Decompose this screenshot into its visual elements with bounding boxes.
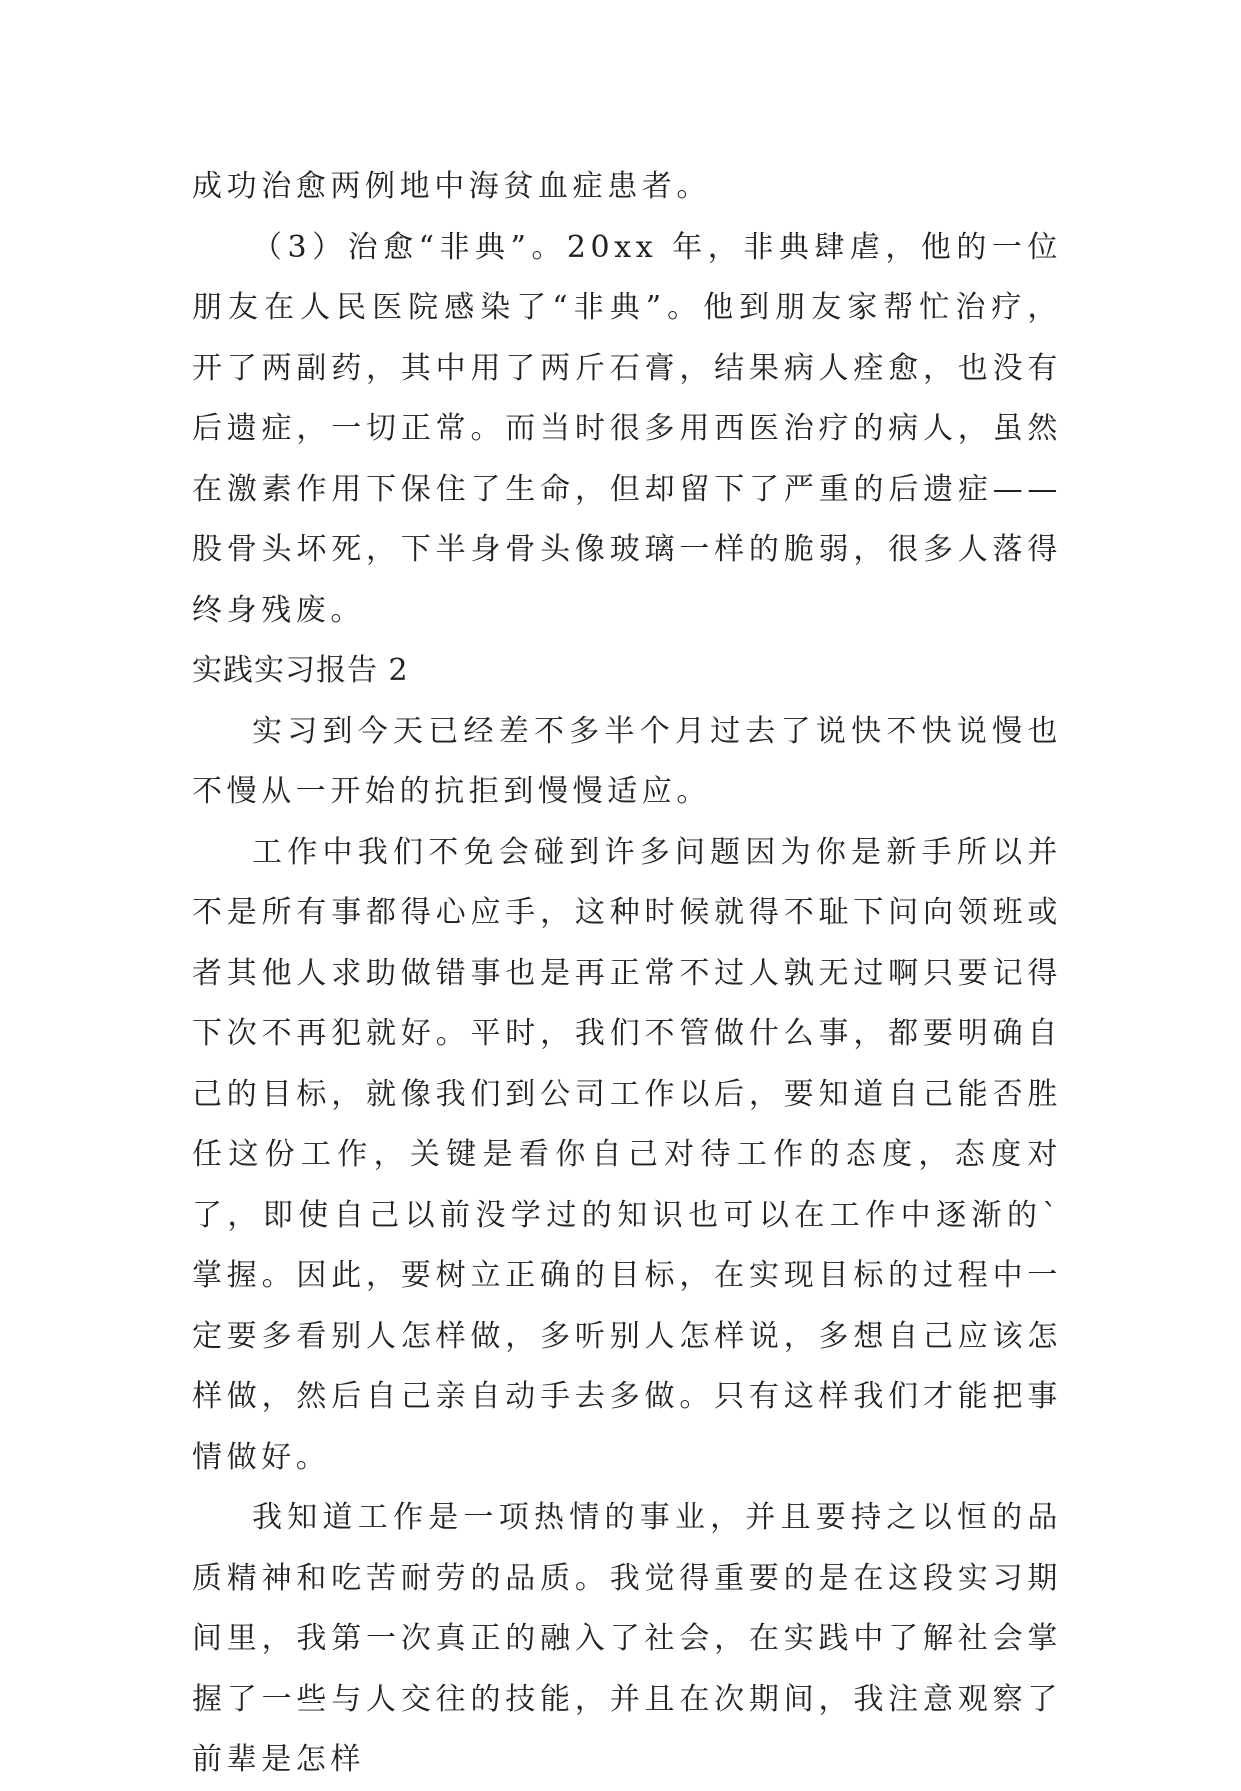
paragraph-sars-cure: （3）治愈“非典”。20xx 年，非典肆虐，他的一位朋友在人民医院感染了“非典”。他到朋友家帮忙治疗，开了两副药，其中用了两斤石膏，结果病人痊愈，也没有后遗症，一切正常。而当时很多用西医治疗的病人，虽然在激素作用下保住了生命，但却留下了严重的后遗症——股骨头坏死，下半身骨头像玻璃一样的脆弱，很多人落得终身残废。 [192, 229, 1062, 628]
paragraph-continuation: 成功治愈两例地中海贫血症患者。 [192, 169, 711, 204]
paragraph-work-passion: 我知道工作是一项热情的事业，并且要持之以恒的品质精神和吃苦耐劳的品质。我觉得重要的是在这段实习期间里，我第一次真正的融入了社会，在实践中了解社会掌握了一些与人交往的技能，并且在次期间，我注意观察了前辈是怎样 [192, 1500, 1062, 1777]
document-body [192, 157, 1062, 1791]
paragraph-work-problems: 工作中我们不免会碰到许多问题因为你是新手所以并不是所有事都得心应手，这种时候就得不耻下问向领班或者其他人求助做错事也是再正常不过人孰无过啊只要记得下次不再犯就好。平时，我们不管做什么事，都要明确自己的目标，就像我们到公司工作以后，要知道自己能否胜任这份工作，关键是看你自己对待工作的态度，态度对了，即使自己以前没学过的知识也可以在工作中逐渐的`掌握。因此，要树立正确的目标，在实现目标的过程中一定要多看别人怎样做，多听别人怎样说，多想自己应该怎样做，然后自己亲自动手去多做。只有这样我们才能把事情做好。 [192, 834, 1062, 1475]
paragraph-intro: 实习到今天已经差不多半个月过去了说快不快说慢也不慢从一开始的抗拒到慢慢适应。 [192, 713, 1062, 809]
section-heading: 实践实习报告 2 [192, 653, 409, 688]
